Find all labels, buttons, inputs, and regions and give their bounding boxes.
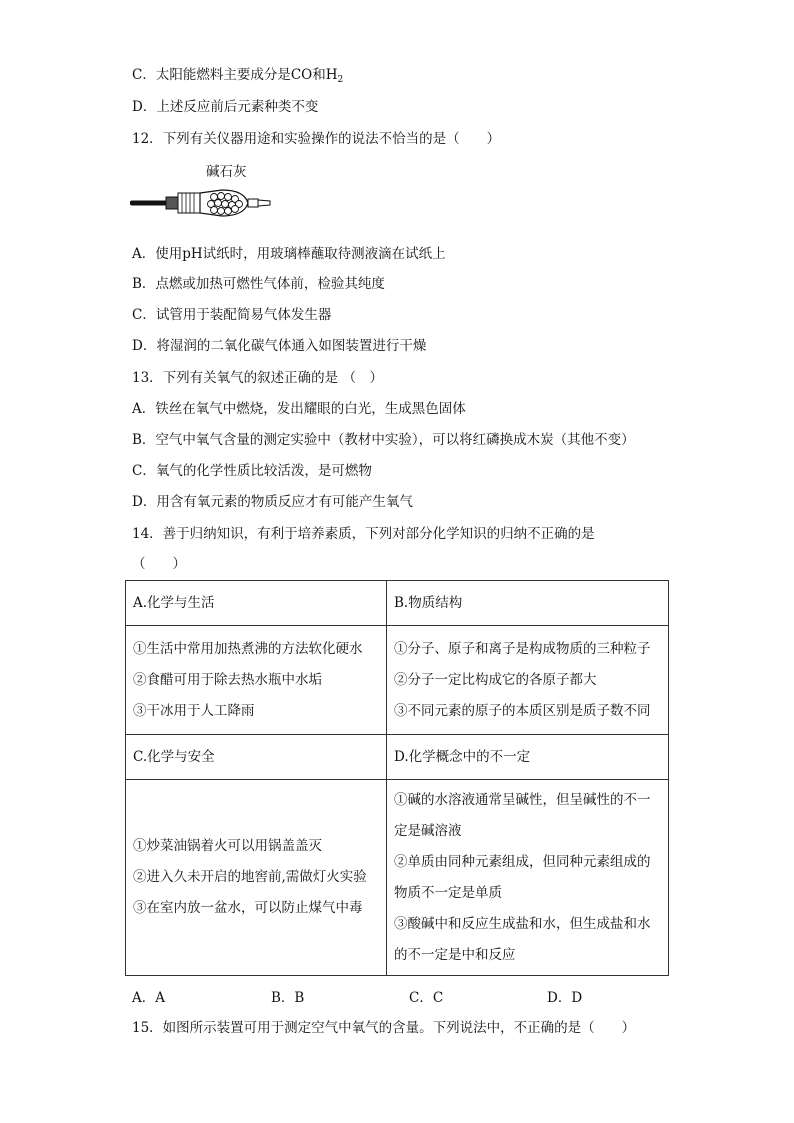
cell-line: ③在室内放一盆水，可以防止煤气中毒 (133, 900, 363, 916)
knowledge-summary-table (125, 580, 669, 976)
q12-option-b: B．点燃或加热可燃性气体前，检验其纯度 (132, 276, 385, 292)
q14-answer-b: B．B (271, 990, 305, 1006)
cell-a-body (126, 626, 387, 735)
cell-d-header: D.化学概念中的不一定 (387, 735, 669, 780)
cell-line: 的不一定是中和反应 (394, 946, 516, 963)
q12-stem: 12．下列有关仪器用途和实验操作的说法不恰当的是（ ） (132, 131, 501, 147)
cell-c-body (126, 780, 387, 976)
cell-line: ①分子、原子和离子是构成物质的三种粒子 (394, 640, 651, 657)
q14-answer-a: A．A (132, 990, 165, 1006)
cell-line: 定是碱溶液 (394, 822, 462, 839)
q11-option-c: C．太阳能燃料主要成分是CO和$H_2$ (132, 67, 344, 85)
q12-option-a: A．使用pH试纸时，用玻璃棒蘸取待测液滴在试纸上 (132, 246, 446, 262)
q12-option-c: C．试管用于装配简易气体发生器 (132, 307, 332, 323)
q12-option-d: D．将湿润的二氧化碳气体通入如图装置进行干燥 (132, 338, 427, 354)
cell-line: ①碱的水溶液通常呈碱性，但呈碱性的不一 (394, 791, 651, 808)
cell-line: 物质不一定是单质 (394, 884, 502, 901)
cell-line: ②食醋可用于除去热水瓶中水垢 (133, 671, 322, 688)
q15-stem: 15．如图所示装置可用于测定空气中氧气的含量。下列说法中，不正确的是（ ） (132, 1020, 636, 1036)
cell-line: ③酸碱中和反应生成盐和水，但生成盐和水 (394, 915, 651, 932)
cell-line: ②分子一定比构成它的各原子都大 (394, 671, 597, 688)
q14-paren: （ ） (132, 556, 186, 572)
cell-line: ③不同元素的原子的本质区别是质子数不同 (394, 702, 651, 719)
q13-option-b: B．空气中氧气含量的测定实验中（教材中实验），可以将红磷换成木炭（其他不变） (132, 432, 635, 448)
cell-line: ①炒菜油锅着火可以用锅盖盖灭 (133, 838, 322, 854)
q13-option-c: C．氧气的化学性质比较活泼，是可燃物 (132, 463, 372, 479)
cell-line: ②进入久未开启的地窖前,需做灯火实验 (133, 869, 367, 885)
drying-tube-figure (130, 160, 280, 220)
cell-b-body (387, 626, 669, 735)
cell-b-header: B.物质结构 (387, 581, 669, 626)
cell-line: ②单质由同种元素组成，但同种元素组成的 (394, 853, 651, 870)
q13-stem: 13．下列有关氧气的叙述正确的是 （ ） (132, 370, 383, 386)
q13-option-d: D．用含有氧元素的物质反应才有可能产生氧气 (132, 494, 413, 510)
cell-c-header: C.化学与安全 (126, 735, 387, 780)
figure-label: 碱石灰 (206, 164, 247, 180)
subscript: 2 (337, 75, 344, 85)
q14-answer-d: D．D (547, 990, 583, 1006)
cell-d-body (387, 780, 669, 976)
cell-line: ③干冰用于人工降雨 (133, 702, 255, 719)
cell-line: ①生活中常用加热煮沸的方法软化硬水 (133, 640, 363, 657)
q11-option-d: D．上述反应前后元素种类不变 (132, 99, 319, 115)
cell-a-header: A.化学与生活 (126, 581, 387, 626)
q14-stem: 14．善于归纳知识，有利于培养素质，下列对部分化学知识的归纳不正确的是 (132, 526, 595, 542)
q13-option-a: A．铁丝在氧气中燃烧，发出耀眼的白光，生成黑色固体 (132, 401, 466, 417)
q14-answer-c: C．C (409, 990, 444, 1006)
